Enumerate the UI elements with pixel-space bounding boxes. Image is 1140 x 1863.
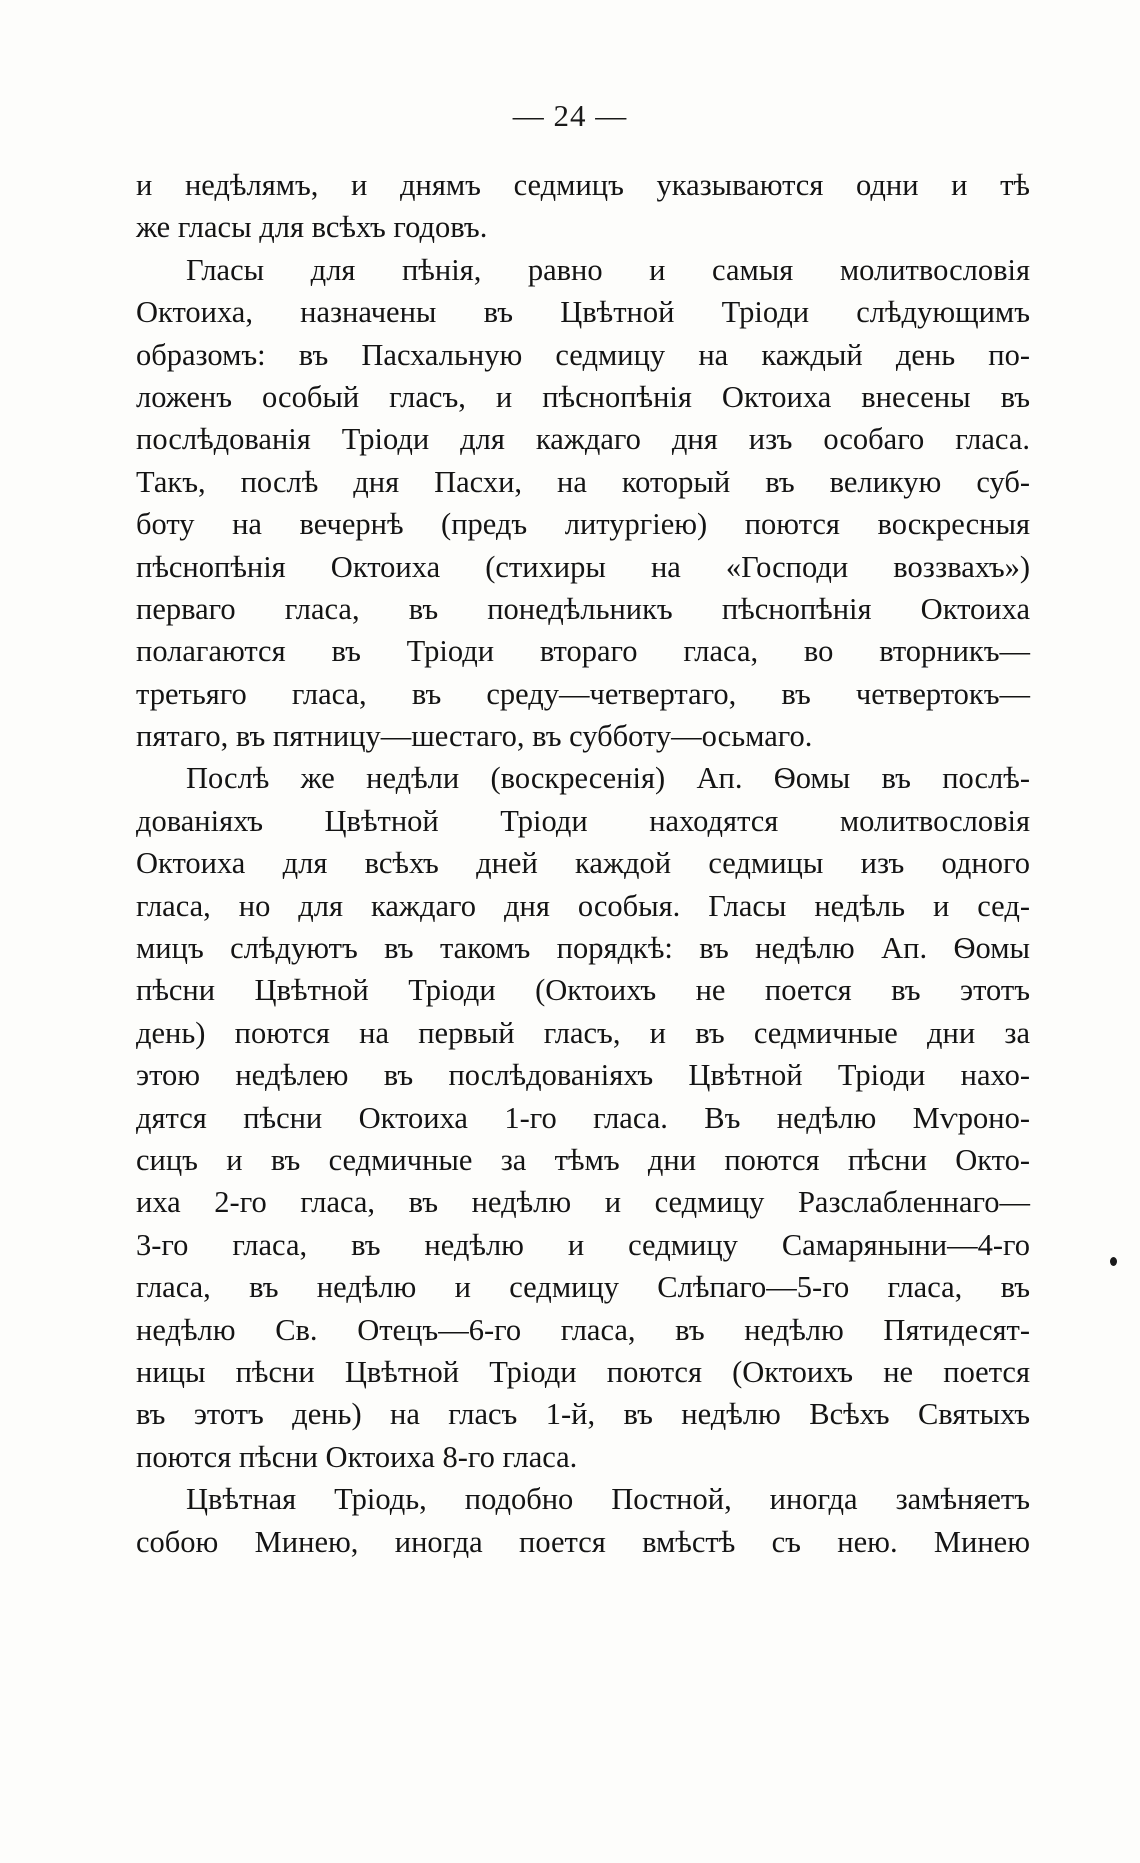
text-line: этою недѣлею въ послѣдованіяхъ Цвѣтной Тріоди нахо-: [136, 1058, 1030, 1093]
text-line: образомъ: въ Пасхальную седмицу на каждый день по-: [136, 337, 1030, 372]
text-line: сицъ и въ седмичные за тѣмъ дни поются пѣсни Окто-: [136, 1142, 1030, 1177]
text-line: боту на вечернѣ (предъ литургіею) поются воскресныя: [136, 507, 1030, 542]
text-body: [136, 164, 1030, 1563]
text-line: гласа, но для каждаго дня особыя. Гласы недѣль и сед-: [136, 888, 1030, 923]
text-line: Октоиха для всѣхъ дней каждой седмицы изъ одного: [136, 846, 1030, 881]
text-line: же гласы для всѣхъ годовъ.: [136, 210, 488, 245]
text-line: Послѣ же недѣли (воскресенія) Ап. Ѳомы въ послѣ-: [186, 761, 1030, 796]
text-line: послѣдованія Тріоди для каждаго дня изъ особаго гласа.: [136, 422, 1030, 457]
text-line: недѣлю Св. Отецъ—6-го гласа, въ недѣлю Пятидесят-: [136, 1312, 1030, 1347]
text-line: пятаго, въ пятницу—шестаго, въ субботу—осьмаго.: [136, 719, 813, 754]
text-line: ницы пѣсни Цвѣтной Тріоди поются (Октоихъ не поется: [136, 1354, 1030, 1389]
print-speck: [1110, 1257, 1117, 1266]
text-line: дятся пѣсни Октоиха 1-го гласа. Въ недѣлю Мѵроно-: [136, 1100, 1030, 1135]
text-line: Октоиха, назначены въ Цвѣтной Тріоди слѣдующимъ: [136, 295, 1030, 330]
paragraph-1: [136, 164, 1030, 249]
text-line: перваго гласа, въ понедѣльникъ пѣснопѣнія Октоиха: [136, 591, 1030, 626]
text-line: пѣснопѣнія Октоиха (стихиры на «Господи воззвахъ»): [136, 549, 1030, 584]
text-line: полагаются въ Тріоди втораго гласа, во вторникъ—: [136, 634, 1030, 669]
text-line: мицъ слѣдуютъ въ такомъ порядкѣ: въ недѣлю Ап. Ѳомы: [136, 931, 1030, 966]
text-line: третьяго гласа, въ среду—четвертаго, въ четвертокъ—: [136, 676, 1030, 711]
paragraph-2: [136, 249, 1030, 758]
text-line: собою Минею, иногда поется вмѣстѣ съ нею. Минею: [136, 1524, 1030, 1559]
text-line: гласа, въ недѣлю и седмицу Слѣпаго—5-го гласа, въ: [136, 1270, 1030, 1305]
text-line: дованіяхъ Цвѣтной Тріоди находятся молитвословія: [136, 803, 1030, 838]
page-number: — 24 —: [512, 98, 628, 133]
text-line: 3-го гласа, въ недѣлю и седмицу Самаряныни—4-го: [136, 1227, 1030, 1262]
text-line: и недѣлямъ, и днямъ седмицъ указываются одни и тѣ: [136, 168, 1030, 202]
text-line: Такъ, послѣ дня Пасхи, на который въ великую суб-: [136, 464, 1030, 499]
text-line: поются пѣсни Октоиха 8-го гласа.: [136, 1439, 578, 1474]
text-line: въ этотъ день) на гласъ 1-й, въ недѣлю Всѣхъ Святыхъ: [136, 1397, 1030, 1432]
text-line: ложенъ особый гласъ, и пѣснопѣнія Октоиха внесены въ: [136, 379, 1030, 414]
text-line: Цвѣтная Тріодь, подобно Постной, иногда замѣняетъ: [186, 1482, 1030, 1517]
text-line: день) поются на первый гласъ, и въ седмичные дни за: [136, 1015, 1030, 1050]
text-line: пѣсни Цвѣтной Тріоди (Октоихъ не поется въ этотъ: [136, 973, 1030, 1008]
text-line: Гласы для пѣнія, равно и самыя молитвословія: [186, 252, 1030, 287]
paragraph-3: [136, 757, 1030, 1478]
paragraph-4: [136, 1478, 1030, 1563]
text-line: иха 2-го гласа, въ недѣлю и седмицу Разслабленнаго—: [136, 1185, 1030, 1220]
